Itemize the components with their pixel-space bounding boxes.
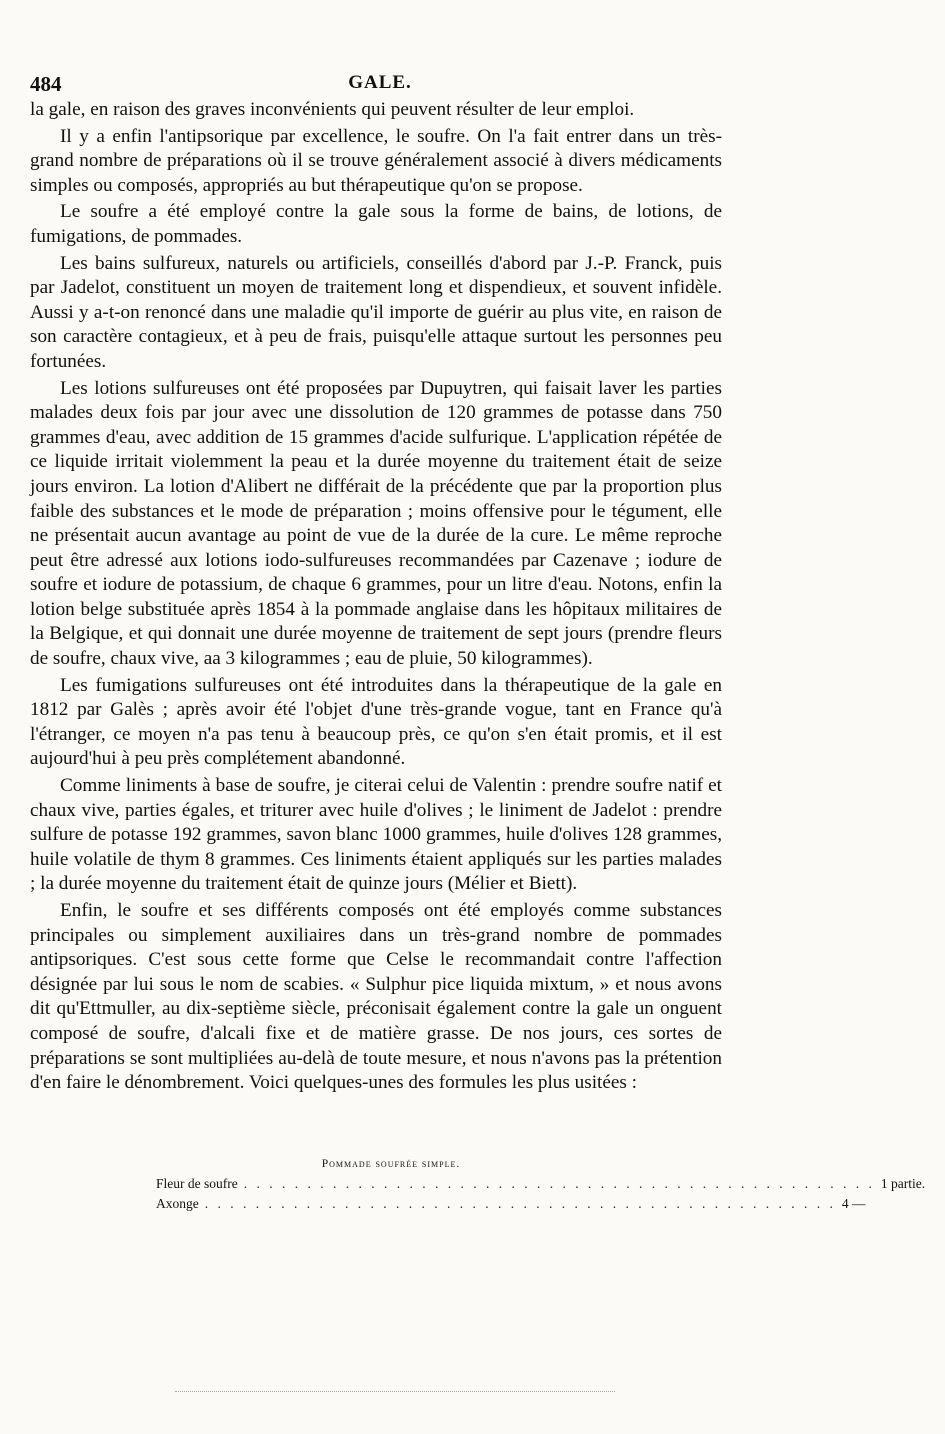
paragraph-antipsorique: Il y a enfin l'antipsorique par excellence, le soufre. On l'a fait entrer dans un très-grand nombre de préparations où il se trouve généralement associé à divers médicaments simples ou composés, appropriés au but thérapeutique qu'on se propose. <box>30 125 722 196</box>
paragraph-soufre-formes: Le soufre a été employé contre la gale sous la forme de bains, de lotions, de fumigations, de pommades. <box>30 201 722 247</box>
ingredient-name: Fleur de soufre <box>156 1176 238 1191</box>
running-head: GALE. <box>348 72 412 93</box>
ingredient-quantity: 1 partie. <box>880 1176 926 1191</box>
page-number: 484 <box>30 72 62 96</box>
formula-title: Pommade soufrée simple. <box>321 1158 461 1170</box>
formula-row <box>30 1176 926 1196</box>
paragraph-fumigations: Les fumigations sulfureuses ont été introduites dans la thérapeutique de la gale en 1812 par Galès ; après avoir été l'objet d'une très-grande vogue, tant en France qu'à l'étranger, ce moyen n'a pas tenu à beaucoup près, ce qu'on s'en était promis, et il est aujourd'hui à peu près complétement abandonné. <box>30 674 722 770</box>
ingredient-name: Axonge <box>156 1196 199 1211</box>
dot-leader: . . . . . . . . . . . . . . . . . . . . . . . . . . . . . . . . . . . . . . . . . . . . . . . . . . <box>204 1196 836 1211</box>
page-header <box>30 58 730 98</box>
ingredient-quantity: 4 — <box>841 1196 866 1211</box>
paragraph-lotions-sulfureuses: Les lotions sulfureuses ont été proposées par Dupuytren, qui faisait laver les parties malades deux fois par jour avec une dissolution de 120 grammes de potasse dans 750 grammes d'eau, avec addition de 15 grammes d'acide sulfurique. L'application répétée de ce liquide irritait violemment la peau et la durée moyenne du traitement était de seize jours environ. La lotion d'Alibert ne différait de la précédente que par la proportion plus faible des substances et le mode de préparation ; moins offensive pour le tégument, elle ne présentait aucun avantage au point de vue de la durée de la cure. Le même reproche peut être adressé aux lotions iodo-sulfureuses recommandées par Cazenave ; iodure de soufre et iodure de potassium, de chaque 6 grammes, pour un litre d'eau. Notons, enfin la lotion belge substituée après 1854 à la pommade anglaise dans les hôpitaux militaires de la Belgique, et qui donnait une durée moyenne de traitement de sept jours (prendre fleurs de soufre, chaux vive, aa 3 kilogrammes ; eau de pluie, 50 kilogrammes). <box>30 377 722 670</box>
faint-rule <box>175 1391 615 1392</box>
paragraph-bains-sulfureux: Les bains sulfureux, naturels ou artificiels, conseillés d'abord par J.-P. Franck, puis par Jadelot, constituent un moyen de traitement long et dispendieux, et souvent infidèle. Aussi y a-t-on renoncé dans une maladie qu'il importe de guérir au plus vite, en raison de son caractère contagieux, et à peu de frais, puisqu'elle attaque surtout les personnes peu fortunées. <box>30 252 722 372</box>
formula-row <box>30 1196 866 1216</box>
paragraph-liniments: Comme liniments à base de soufre, je citerai celui de Valentin : prendre soufre natif et chaux vive, parties égales, et triturer avec huile d'olives ; le liniment de Jadelot : prendre sulfure de potasse 192 grammes, savon blanc 1000 grammes, huile d'olives 128 grammes, huile volatile de thym 8 grammes. Ces liniments étaient appliqués sur les parties malades ; la durée moyenne du traitement était de quinze jours (Mélier et Biett). <box>30 775 722 895</box>
paragraph-pommades: Enfin, le soufre et ses différents composés ont été employés comme substances principales ou simplement auxiliaires dans un très-grand nombre de pommades antipsoriques. C'est sous cette forme que Celse le recommandait contre l'affection désignée par lui sous le nom de scabies. « Sulphur pice liquida mixtum, » et nous avons dit qu'Ettmuller, au dix-septième siècle, préconisait également contre la gale un onguent composé de soufre, d'alcali fixe et de matière grasse. De nos jours, ces sortes de préparations se sont multipliées au-delà de toute mesure, et nous n'avons pas la prétention d'en faire le dénombrement. Voici quelques-unes des formules les plus usitées : <box>30 900 722 1094</box>
paragraph-continuation: la gale, en raison des graves inconvénients qui peuvent résulter de leur emploi. <box>30 99 635 120</box>
dot-leader: . . . . . . . . . . . . . . . . . . . . . . . . . . . . . . . . . . . . . . . . . . . . . . . . . . <box>243 1176 875 1191</box>
formula-block <box>30 1158 926 1216</box>
body-text <box>30 98 722 1096</box>
